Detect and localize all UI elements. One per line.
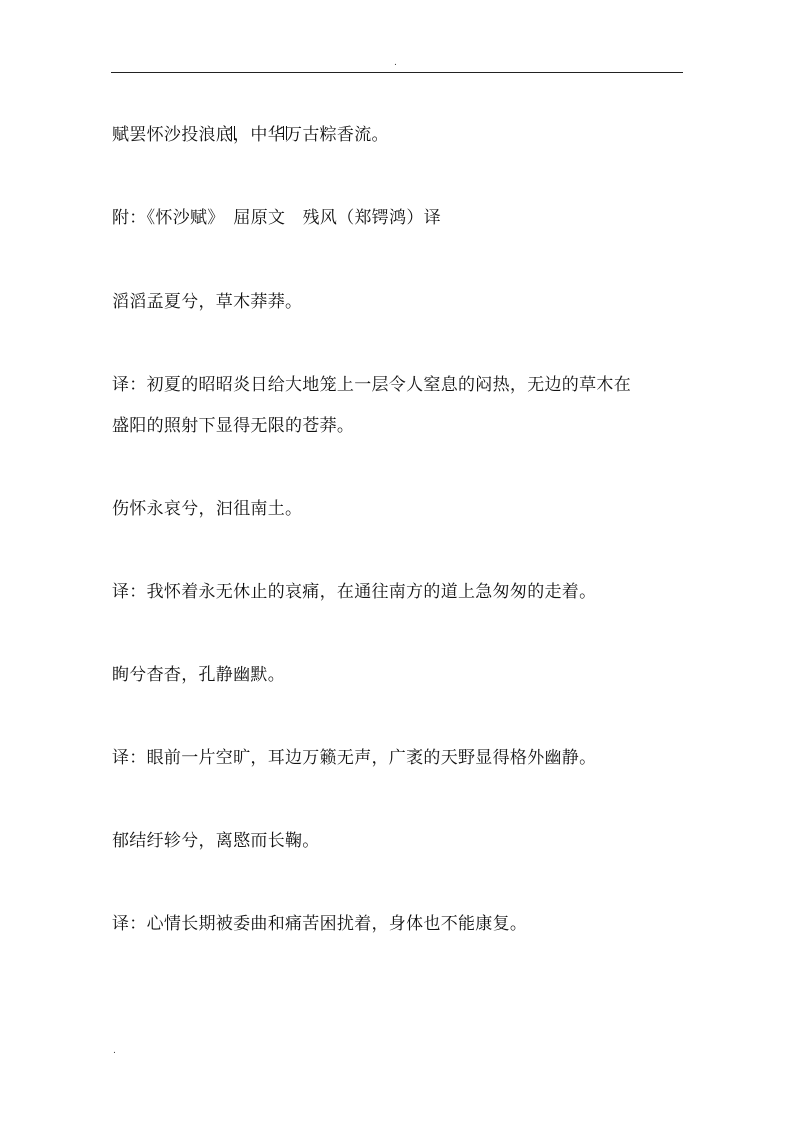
closing-part-3: 万古粽香流。 <box>285 125 389 145</box>
header-dot: . <box>394 58 397 68</box>
translation-line-1a: 译：初夏的昭昭炎日给大地笼上一层令人窒息的闷热，无边的草木在 <box>112 375 631 395</box>
verse-line-3: 眴兮杳杳，孔静幽默。 <box>112 665 285 685</box>
poem-line-closing <box>112 124 389 146</box>
translation-line-1b: 盛阳的照射下显得无限的苍莽。 <box>112 416 355 436</box>
closing-part-1: 赋罢怀沙投浪底 <box>112 125 234 145</box>
closing-part-2: ，中华 <box>233 125 286 145</box>
verse-line-4: 郁结纡轸兮，离愍而长鞠。 <box>112 831 320 851</box>
translation-line-4: 译：心情长期被委曲和痛苦困扰着，身体也不能康复。 <box>112 914 528 934</box>
footer-dot: . <box>113 1046 116 1056</box>
verse-line-2: 伤怀永哀兮，汩徂南土。 <box>112 499 303 519</box>
appendix-title: 附：《怀沙赋》 屈原文 残风（郑锷鸿）译 <box>112 208 441 228</box>
header-rule <box>111 72 683 73</box>
verse-line-1: 滔滔孟夏兮，草木莽莽。 <box>112 292 303 312</box>
translation-line-3: 译：眼前一片空旷，耳边万籁无声，广袤的天野显得格外幽静。 <box>112 748 597 768</box>
translation-line-2: 译：我怀着永无休止的哀痛，在通往南方的道上急匆匆的走着。 <box>112 582 597 602</box>
